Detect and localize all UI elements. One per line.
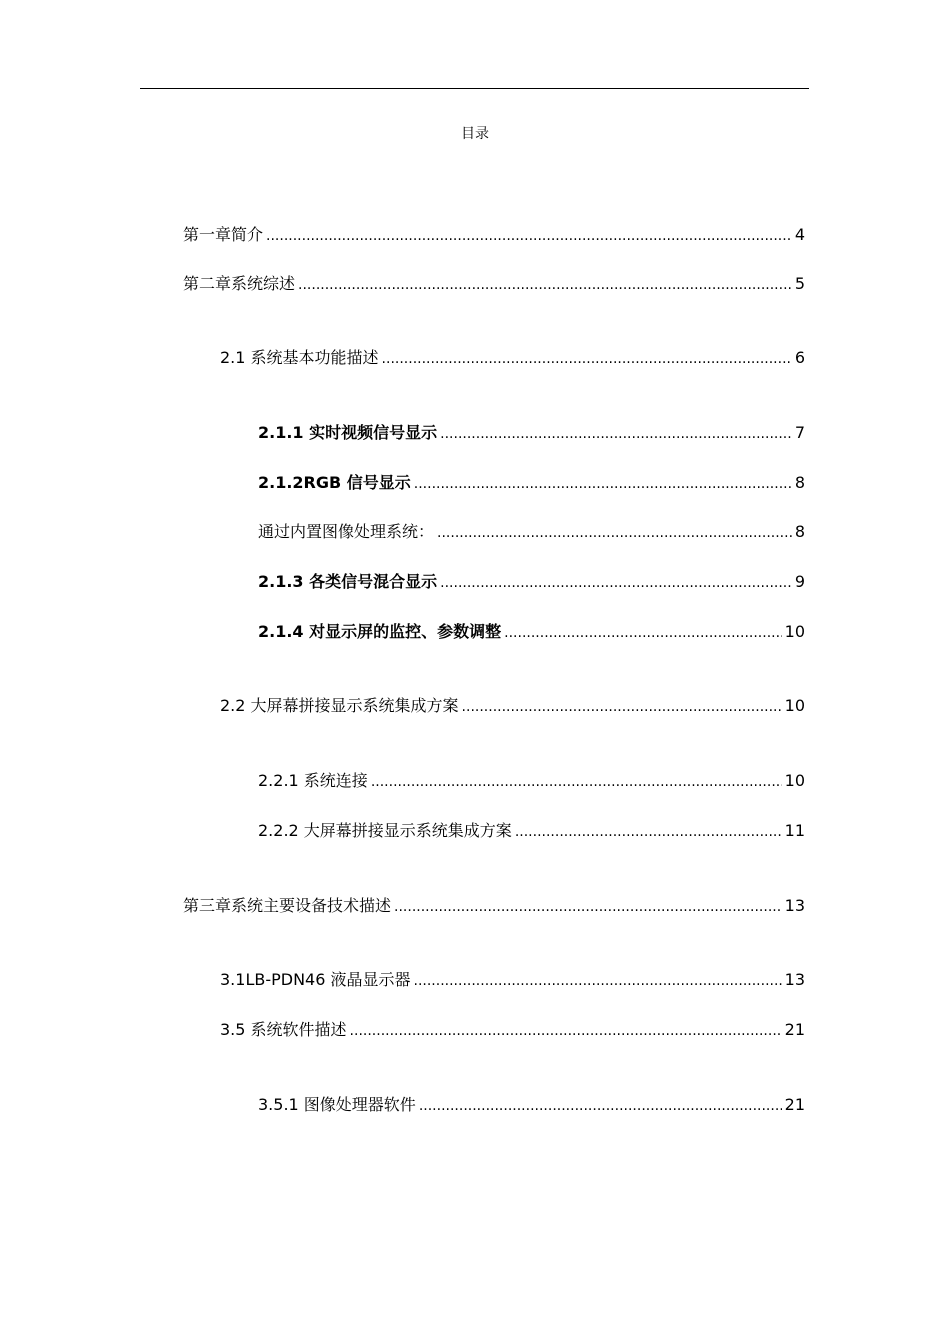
toc-leader-dots xyxy=(394,897,782,918)
toc-entry-2-1-4[interactable] xyxy=(258,620,805,644)
toc-entry-label: 2.1.4 对显示屏的监控、参数调整 xyxy=(258,622,502,641)
toc-entry-page: 21 xyxy=(784,1095,805,1114)
toc-entry-label: 通过内置图像处理系统： xyxy=(258,522,435,541)
toc-entry-label: 3.5.1 图像处理器软件 xyxy=(258,1095,416,1114)
toc-entry-3-1[interactable] xyxy=(220,968,805,992)
toc-leader-dots xyxy=(504,623,782,644)
toc-entry-label: 2.2.2 大屏幕拼接显示系统集成方案 xyxy=(258,821,512,840)
toc-entry-2-2-1[interactable] xyxy=(258,769,805,793)
toc-entry-label: 2.2.1 系统连接 xyxy=(258,771,368,790)
toc-entry-page: 5 xyxy=(794,274,805,293)
toc-leader-dots xyxy=(414,971,782,992)
toc-entry-label: 2.1.3 各类信号混合显示 xyxy=(258,572,438,591)
toc-entry-page: 8 xyxy=(794,473,805,492)
toc-entry-label: 第二章系统综述 xyxy=(183,274,296,293)
toc-entry-label: 第一章简介 xyxy=(183,225,264,244)
toc-leader-dots xyxy=(414,474,792,495)
toc-leader-dots xyxy=(440,573,792,594)
toc-entry-2-2[interactable] xyxy=(220,694,805,718)
toc-leader-dots xyxy=(266,226,792,247)
toc-entry-label: 2.2 大屏幕拼接显示系统集成方案 xyxy=(220,696,459,715)
toc-entry-2-1-3[interactable] xyxy=(258,570,805,594)
toc-entry-label: 2.1.2RGB 信号显示 xyxy=(258,473,411,492)
toc-entry-2-1-1[interactable] xyxy=(258,421,805,445)
toc-title: 目录 xyxy=(461,126,489,142)
toc-entry-label: 2.1 系统基本功能描述 xyxy=(220,348,379,367)
toc-entry-page: 10 xyxy=(784,622,805,641)
toc-entry-page: 10 xyxy=(784,771,805,790)
toc-leader-dots xyxy=(298,275,792,296)
toc-entry-chapter-1[interactable] xyxy=(183,223,805,247)
header-rule xyxy=(140,88,809,89)
toc-entry-label: 2.1.1 实时视频信号显示 xyxy=(258,423,438,442)
toc-entry-page: 9 xyxy=(794,572,805,591)
toc-entry-page: 8 xyxy=(794,522,805,541)
toc-leader-dots xyxy=(350,1021,782,1042)
toc-entry-label: 第三章系统主要设备技术描述 xyxy=(183,896,392,915)
toc-entry-page: 6 xyxy=(794,348,805,367)
toc-entry-3-5[interactable] xyxy=(220,1018,805,1042)
toc-entry-3-5-1[interactable] xyxy=(258,1093,805,1117)
toc-leader-dots xyxy=(515,822,782,843)
toc-entry-page: 11 xyxy=(784,821,805,840)
toc-entry-image-processing[interactable] xyxy=(258,520,805,544)
toc-leader-dots xyxy=(462,697,782,718)
toc-entry-page: 10 xyxy=(784,696,805,715)
toc-entry-page: 4 xyxy=(794,225,805,244)
toc-entry-2-2-2[interactable] xyxy=(258,819,805,843)
toc-entry-page: 7 xyxy=(794,423,805,442)
toc-entry-label: 3.1LB-PDN46 液晶显示器 xyxy=(220,970,411,989)
toc-entry-label: 3.5 系统软件描述 xyxy=(220,1020,347,1039)
toc-entry-chapter-3[interactable] xyxy=(183,894,805,918)
toc-entry-page: 13 xyxy=(784,970,805,989)
toc-leader-dots xyxy=(382,349,792,370)
toc-entry-page: 13 xyxy=(784,896,805,915)
toc-leader-dots xyxy=(437,523,792,544)
toc-leader-dots xyxy=(371,772,782,793)
toc-leader-dots xyxy=(440,424,792,445)
toc-entry-page: 21 xyxy=(784,1020,805,1039)
toc-entry-chapter-2[interactable] xyxy=(183,272,805,296)
toc-entry-2-1[interactable] xyxy=(220,346,805,370)
toc-leader-dots xyxy=(419,1096,782,1117)
toc-entry-2-1-2[interactable] xyxy=(258,471,805,495)
